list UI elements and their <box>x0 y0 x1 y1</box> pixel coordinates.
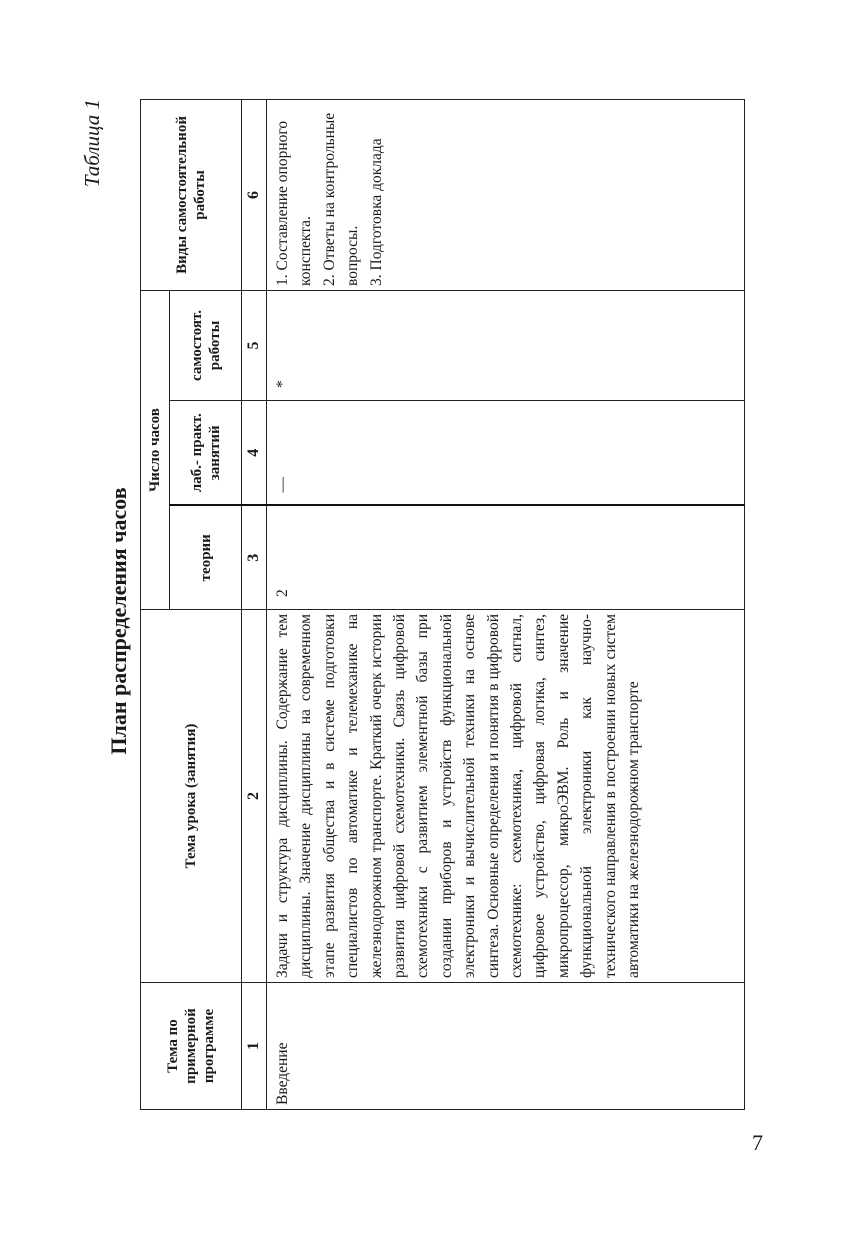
header-self-work-types: Виды самостоятельной работы <box>141 99 242 290</box>
header-lesson-topic: Тема урока (занятия) <box>141 610 242 983</box>
column-number: 4 <box>242 401 267 506</box>
header-hours-group: Число часов <box>141 290 170 609</box>
header-program-topic: Тема по примерной программе <box>141 983 242 1110</box>
column-number: 2 <box>242 610 267 983</box>
header-self: самостоят. работы <box>170 290 242 400</box>
self-work-types-cell: 1. Составление опорного конспекта. 2. Ответы на контрольные вопросы. 3. Подготовка доклада <box>267 99 745 290</box>
theory-hours-cell: 2 <box>267 506 745 610</box>
column-number: 1 <box>242 983 267 1110</box>
lab-hours-cell: — <box>267 401 745 506</box>
column-number: 3 <box>242 506 267 610</box>
header-theory: теории <box>170 506 242 610</box>
program-topic-cell: Введение <box>267 983 745 1110</box>
table-row <box>267 99 745 1109</box>
column-number: 6 <box>242 99 267 290</box>
lesson-topic-cell: Задачи и структура дисциплины. Содержание тем дисциплины. Значение дисциплины на современном этапе развития общества и в системе подготовки специалистов по автоматике и телемеханике на железнодорожном транспорте. Краткий очерк истории развития цифровой схемотехники. Связь цифровой схемотехники с развитием элементной базы при создании приборов и устройств функциональной электроники и вычислительной техники на основе синтеза. Основные определения и понятия в цифровой схемотехнике: схемотехника, цифровой сигнал, цифровое устройство, цифровая логика, синтез, микропроцессор, микроЭВМ. Роль и значение функциональной электроники как научно-технического направления в построении новых систем автоматики на железнодорожном транспорте <box>267 610 745 983</box>
page-number: 7 <box>752 1130 763 1155</box>
page-title: План распределения часов <box>106 487 131 755</box>
self-hours-cell: * <box>267 290 745 400</box>
table-caption: Таблица 1 <box>80 99 104 188</box>
column-number: 5 <box>242 290 267 400</box>
hours-distribution-table <box>140 99 745 1110</box>
header-lab: лаб.- практ. занятий <box>170 401 242 506</box>
